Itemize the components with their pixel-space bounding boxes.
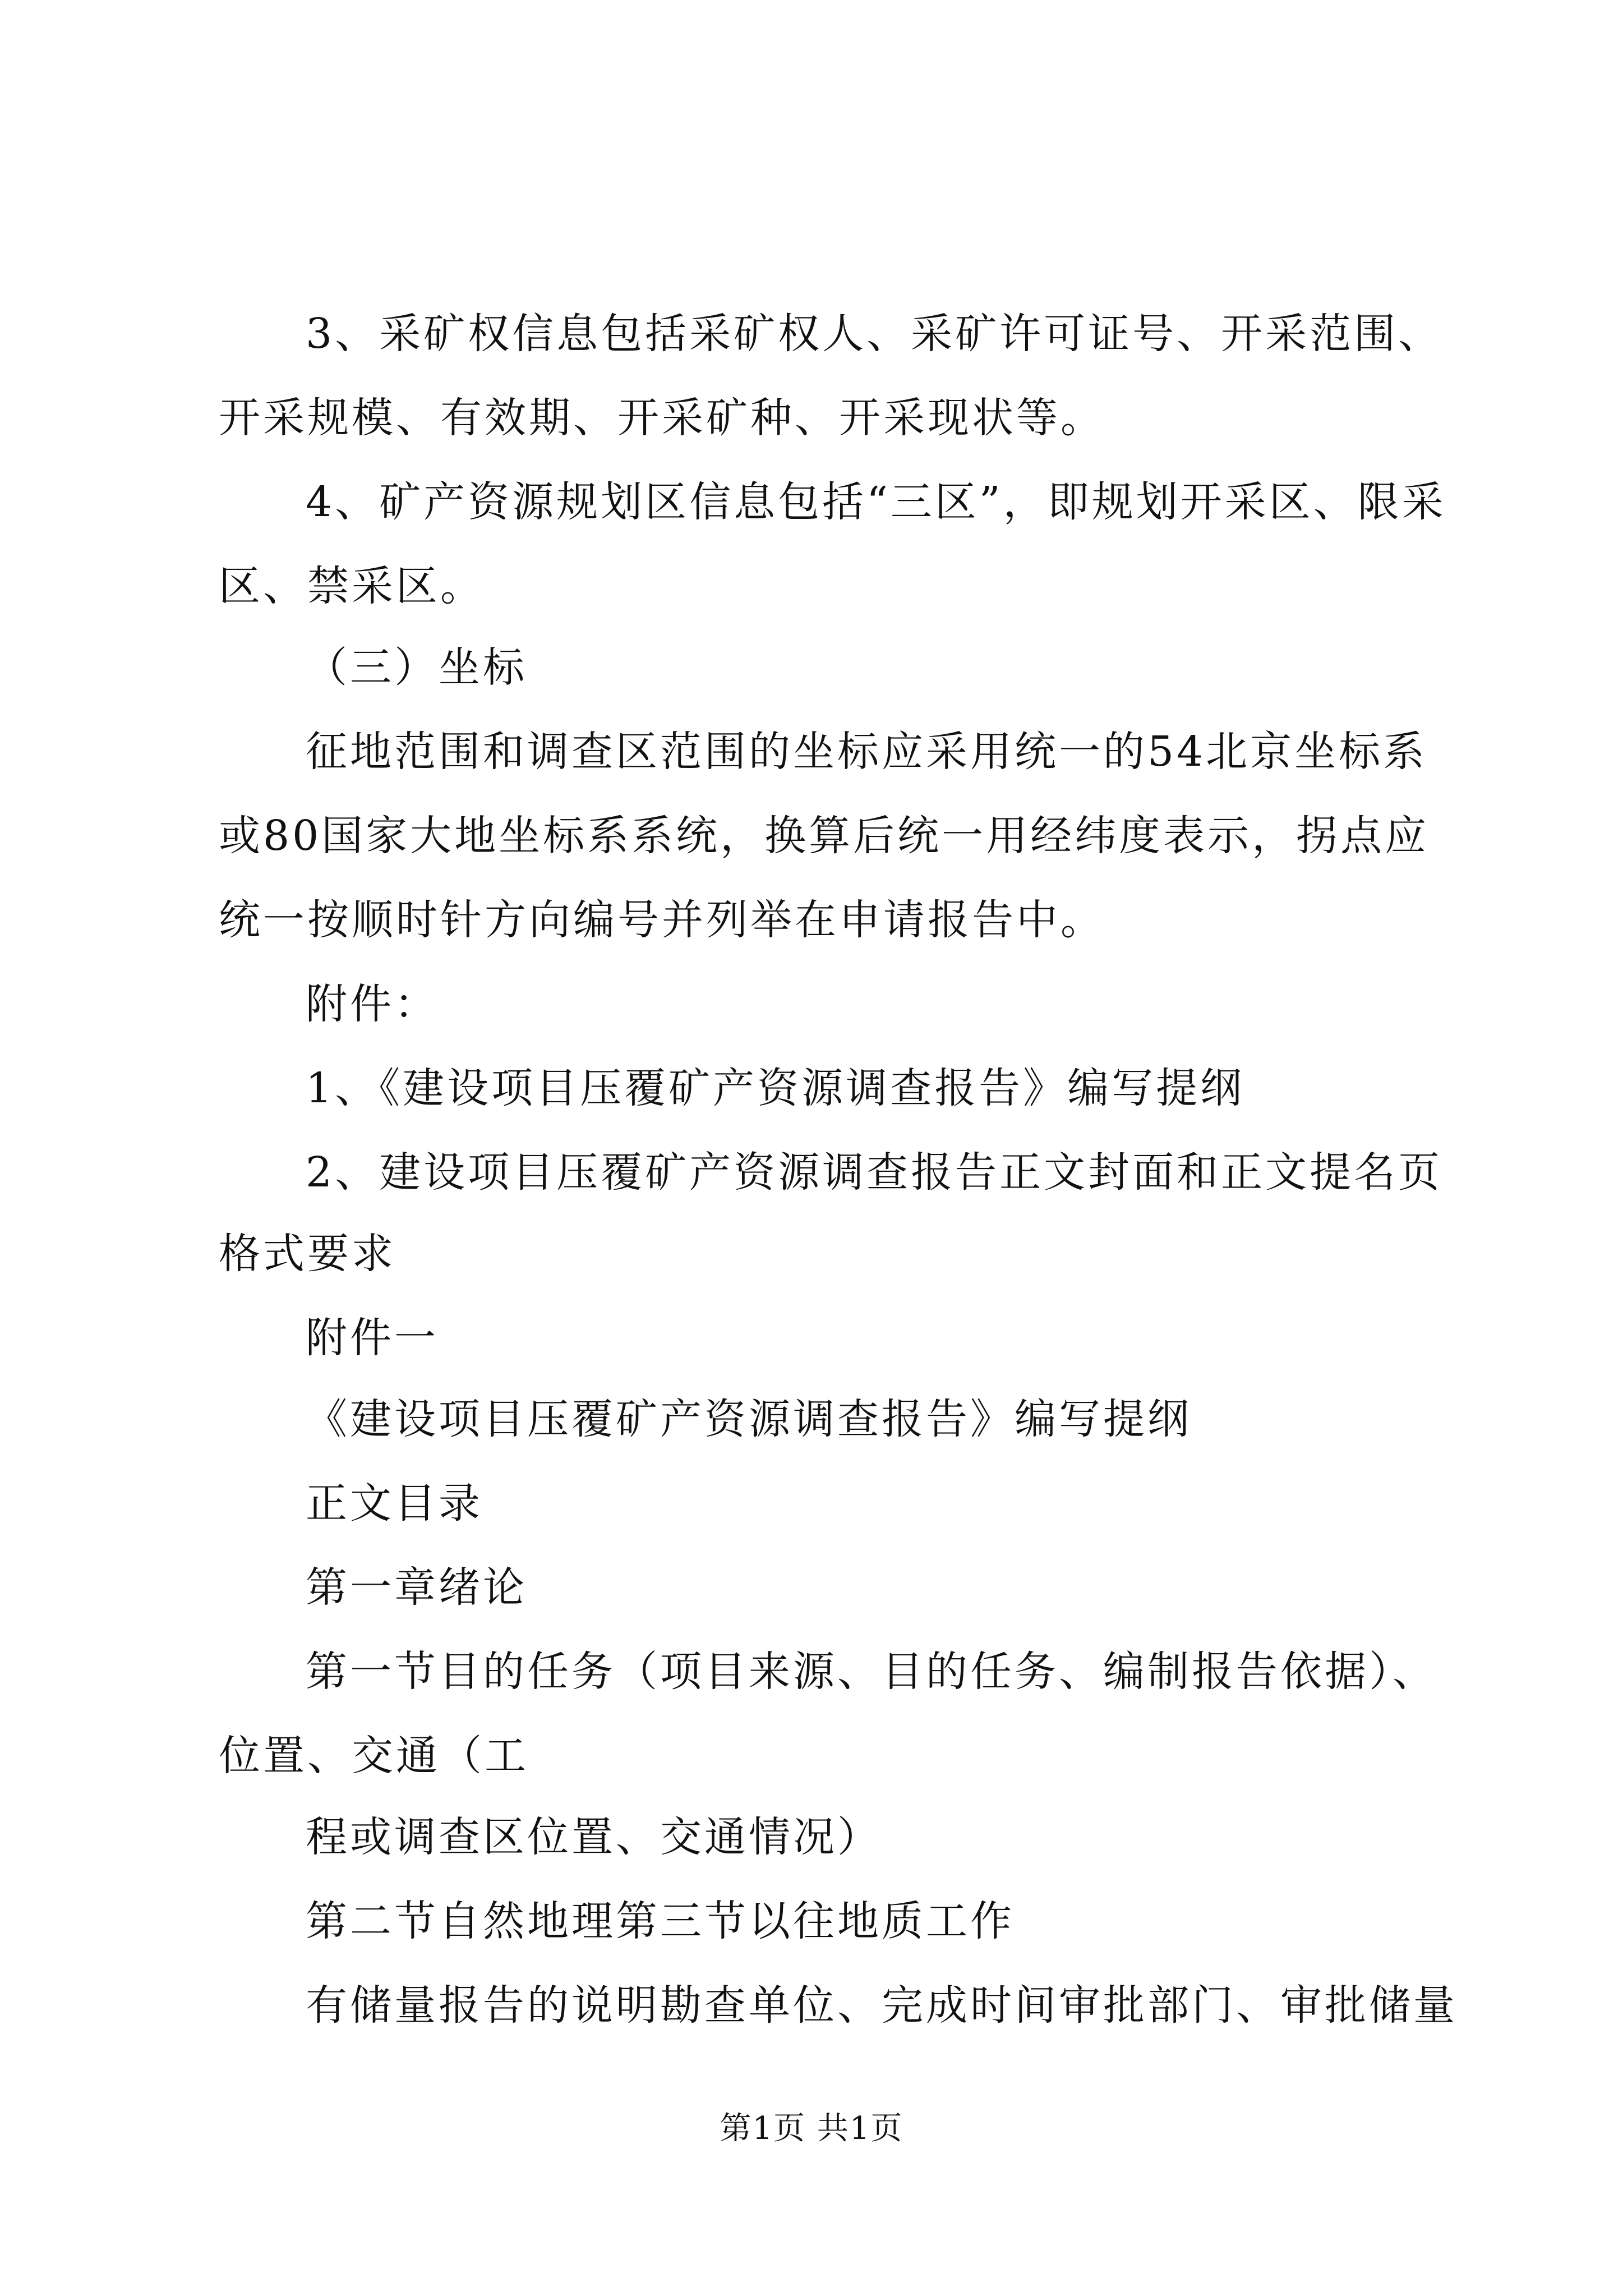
text-line: 1、《建设项目压覆矿产资源调查报告》编写提纲	[306, 1064, 1245, 1112]
text-line: 征地范围和调查区范围的坐标应采用统一的54北京坐标系	[306, 728, 1428, 776]
text-line: 3、采矿权信息包括采矿权人、采矿许可证号、开采范围、	[306, 310, 1443, 358]
text-line: 附件一	[306, 1314, 439, 1362]
text-line: 《建设项目压覆矿产资源调查报告》编写提纲	[306, 1395, 1192, 1443]
text-line: 有储量报告的说明勘查单位、完成时间审批部门、审批储量	[306, 1981, 1458, 2030]
text-line: 开采规模、有效期、开采矿种、开采现状等。	[219, 394, 1105, 442]
text-line: 统一按顺时针方向编号并列举在申请报告中。	[219, 896, 1105, 944]
text-line: 4、矿产资源规划区信息包括“三区”，即规划开采区、限采	[306, 478, 1446, 526]
text-line: 附件：	[306, 980, 439, 1028]
text-line: 位置、交通（工	[219, 1732, 529, 1780]
text-line: 2、建设项目压覆矿产资源调查报告正文封面和正文提名页	[306, 1148, 1443, 1197]
page-number-footer: 第1页 共1页	[720, 2110, 903, 2147]
text-line: 格式要求	[219, 1230, 396, 1278]
section-heading: （三）坐标	[306, 643, 527, 692]
text-line: 第一节目的任务（项目来源、目的任务、编制报告依据）、	[306, 1648, 1437, 1696]
text-line: 区、禁采区。	[219, 562, 485, 610]
text-line: 正文目录	[306, 1479, 483, 1527]
text-line: 或80国家大地坐标系系统，换算后统一用经纬度表示，拐点应	[219, 812, 1430, 860]
text-line: 第二节自然地理第三节以往地质工作	[306, 1897, 1015, 1945]
text-line: 第一章绪论	[306, 1563, 527, 1612]
text-line: 程或调查区位置、交通情况）	[306, 1813, 882, 1861]
